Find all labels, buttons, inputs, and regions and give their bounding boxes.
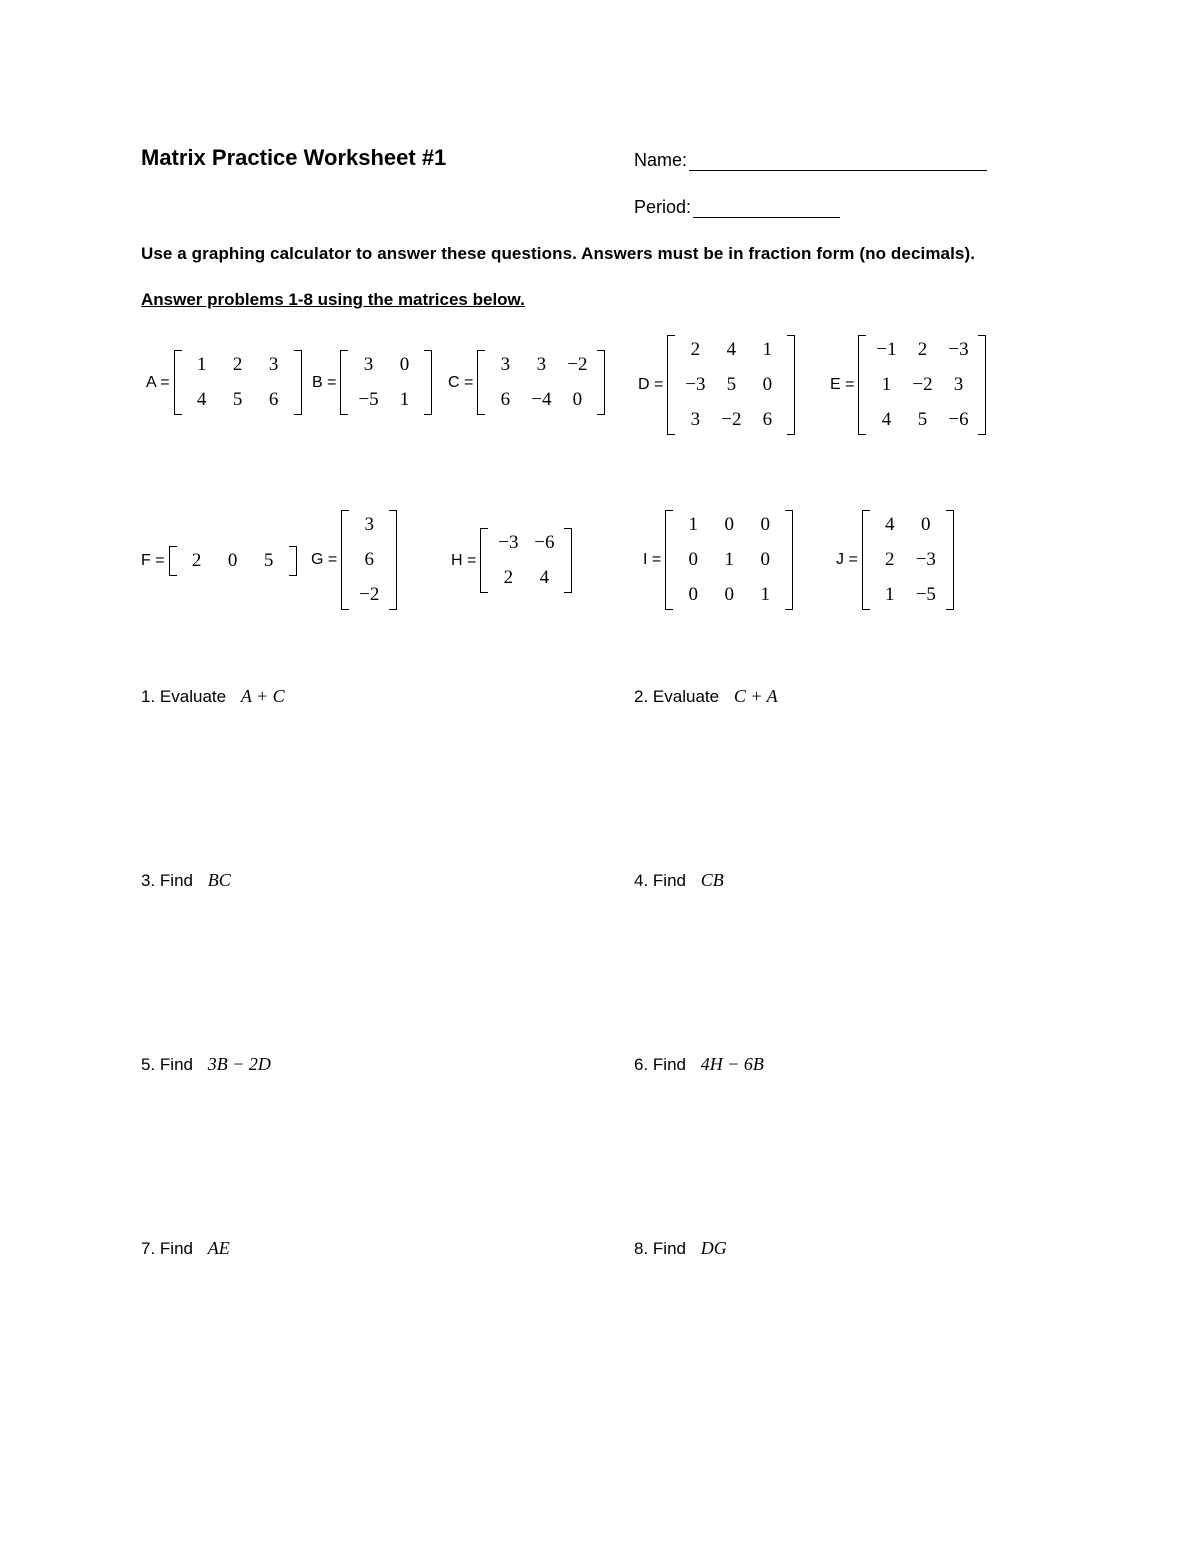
- matrix-entry: −2: [567, 354, 588, 375]
- matrix-brackets: [665, 510, 793, 610]
- matrix-entry: 2: [191, 550, 202, 571]
- matrix-d: [638, 335, 795, 435]
- problem-instruction: Find: [652, 871, 686, 890]
- matrix-entry: −3: [685, 374, 706, 395]
- problem-expression: A + C: [240, 686, 285, 706]
- right-bracket: [597, 350, 605, 415]
- matrix-entry: 4: [196, 389, 207, 410]
- right-bracket: [785, 510, 793, 610]
- matrix-brackets: [667, 335, 795, 435]
- matrix-a: [146, 350, 302, 415]
- matrix-entry: −5: [915, 584, 936, 605]
- matrix-brackets: [480, 528, 572, 593]
- matrix-f: [141, 546, 297, 576]
- matrix-label: G =: [311, 551, 338, 568]
- left-bracket: [667, 335, 675, 435]
- problem-instruction: Evaluate: [159, 687, 227, 706]
- problem-instruction: Find: [159, 1055, 193, 1074]
- period-blank[interactable]: [693, 199, 840, 218]
- matrix-entry: 2: [503, 567, 514, 588]
- period-field[interactable]: [634, 197, 840, 218]
- problem-2: [634, 686, 778, 707]
- problem-instruction: Evaluate: [652, 687, 720, 706]
- problem-8: [634, 1238, 727, 1259]
- matrix-entry: 3: [268, 354, 279, 375]
- matrix-entry: 0: [688, 584, 698, 605]
- problem-number: 7.: [141, 1239, 156, 1258]
- matrix-c: [448, 350, 605, 415]
- matrix-h: [451, 528, 572, 593]
- matrix-label: B =: [312, 373, 337, 391]
- right-bracket: [389, 510, 397, 610]
- problem-number: 4.: [634, 871, 649, 890]
- matrix-entry: 0: [921, 514, 931, 535]
- problem-number: 1.: [141, 687, 156, 706]
- left-bracket: [477, 350, 485, 415]
- matrix-entry: −2: [359, 584, 380, 605]
- problem-instruction: Find: [159, 871, 193, 890]
- matrix-entry: −2: [721, 409, 742, 430]
- matrix-entry: 3: [953, 374, 964, 395]
- matrix-i: [643, 510, 793, 610]
- matrix-entry: 0: [724, 514, 734, 535]
- problem-expression: AE: [207, 1238, 230, 1258]
- matrix-entry: 0: [399, 354, 410, 375]
- matrix-e: [830, 335, 986, 435]
- matrix-b: [312, 350, 432, 415]
- matrix-label: J =: [836, 551, 858, 568]
- matrix-brackets: [174, 350, 302, 415]
- problem-4: [634, 870, 724, 891]
- matrix-entry: 6: [500, 389, 511, 410]
- right-bracket: [424, 350, 432, 415]
- matrix-brackets: [477, 350, 605, 415]
- matrix-entry: 2: [885, 549, 895, 570]
- problem-expression: DG: [700, 1238, 727, 1258]
- matrix-entry: 3: [363, 354, 374, 375]
- matrix-entry: 0: [762, 374, 773, 395]
- matrix-entry: 1: [196, 354, 207, 375]
- matrix-label: H =: [451, 551, 477, 569]
- matrix-g: [311, 510, 397, 610]
- matrix-entry: 4: [885, 514, 895, 535]
- matrix-entry: −4: [531, 389, 552, 410]
- matrix-entry: 4: [539, 567, 550, 588]
- matrix-entry: 0: [227, 550, 238, 571]
- matrix-entry: 2: [232, 354, 243, 375]
- matrix-entry: 1: [881, 374, 892, 395]
- problem-expression: CB: [700, 870, 724, 890]
- matrix-entry: 0: [688, 549, 698, 570]
- matrix-entry: 6: [762, 409, 773, 430]
- problem-number: 3.: [141, 871, 156, 890]
- name-blank[interactable]: [689, 152, 987, 171]
- matrix-entry: 1: [399, 389, 410, 410]
- problem-instruction: Find: [159, 1239, 193, 1258]
- problem-7: [141, 1238, 230, 1259]
- left-bracket: [858, 335, 866, 435]
- matrix-entry: 1: [724, 549, 734, 570]
- instructions: Use a graphing calculator to answer these questions. Answers must be in fraction form (no decimals).: [141, 244, 976, 263]
- matrix-brackets: [341, 510, 397, 610]
- matrix-brackets: [169, 546, 297, 576]
- name-field[interactable]: [634, 150, 987, 171]
- matrix-brackets: [862, 510, 954, 610]
- problem-expression: 3B − 2D: [207, 1054, 271, 1074]
- matrix-entry: −2: [912, 374, 933, 395]
- matrix-entry: 3: [364, 514, 374, 535]
- matrix-entry: −6: [948, 409, 969, 430]
- problem-6: [634, 1054, 764, 1075]
- right-bracket: [289, 546, 297, 576]
- matrix-entry: 2: [690, 339, 701, 360]
- matrix-entry: −1: [876, 339, 897, 360]
- matrix-entry: 5: [726, 374, 737, 395]
- problem-3: [141, 870, 231, 891]
- matrix-entry: 3: [536, 354, 547, 375]
- matrix-label: I =: [643, 551, 662, 568]
- problem-number: 6.: [634, 1055, 649, 1074]
- right-bracket: [978, 335, 986, 435]
- matrix-entry: 1: [760, 584, 770, 605]
- matrix-entry: 0: [572, 389, 583, 410]
- matrix-entry: 0: [760, 514, 770, 535]
- left-bracket: [169, 546, 177, 576]
- problem-1: [141, 686, 285, 707]
- matrix-entry: 6: [268, 389, 279, 410]
- worksheet-title: Matrix Practice Worksheet #1: [141, 145, 447, 170]
- problem-5: [141, 1054, 271, 1075]
- problem-number: 2.: [634, 687, 649, 706]
- matrix-j: [836, 510, 954, 610]
- matrix-brackets: [340, 350, 432, 415]
- matrix-entry: 2: [917, 339, 928, 360]
- matrix-entry: 0: [724, 584, 734, 605]
- right-bracket: [564, 528, 572, 593]
- problem-expression: BC: [207, 870, 231, 890]
- matrix-entry: 4: [881, 409, 892, 430]
- left-bracket: [340, 350, 348, 415]
- name-label: Name:: [634, 150, 688, 170]
- problem-instruction: Find: [652, 1239, 686, 1258]
- problem-expression: 4H − 6B: [700, 1054, 764, 1074]
- left-bracket: [341, 510, 349, 610]
- problem-number: 8.: [634, 1239, 649, 1258]
- matrix-entry: 6: [364, 549, 374, 570]
- matrix-entry: 1: [885, 584, 895, 605]
- left-bracket: [480, 528, 488, 593]
- problem-instruction: Find: [652, 1055, 686, 1074]
- right-bracket: [294, 350, 302, 415]
- matrix-entry: −5: [358, 389, 379, 410]
- matrix-entry: −3: [498, 532, 519, 553]
- right-bracket: [787, 335, 795, 435]
- problem-number: 5.: [141, 1055, 156, 1074]
- matrix-entry: 3: [690, 409, 701, 430]
- matrix-brackets: [858, 335, 986, 435]
- problem-expression: C + A: [733, 686, 778, 706]
- left-bracket: [862, 510, 870, 610]
- subheading: Answer problems 1-8 using the matrices below.: [141, 290, 525, 309]
- matrix-entry: −3: [915, 549, 936, 570]
- matrix-label: E =: [830, 376, 855, 393]
- left-bracket: [174, 350, 182, 415]
- matrix-entry: 1: [762, 339, 773, 360]
- matrix-entry: 1: [688, 514, 698, 535]
- matrix-entry: −3: [948, 339, 969, 360]
- matrix-entry: 3: [500, 354, 511, 375]
- matrix-label: D =: [638, 376, 664, 393]
- right-bracket: [946, 510, 954, 610]
- matrix-entry: 4: [726, 339, 737, 360]
- matrix-entry: 5: [263, 550, 274, 571]
- left-bracket: [665, 510, 673, 610]
- matrix-label: C =: [448, 373, 474, 391]
- matrix-entry: 5: [232, 389, 243, 410]
- matrix-entry: 5: [917, 409, 928, 430]
- period-label: Period:: [634, 197, 692, 217]
- matrix-entry: −6: [534, 532, 555, 553]
- matrix-entry: 0: [760, 549, 770, 570]
- matrix-label: A =: [146, 373, 170, 391]
- matrix-label: F =: [141, 552, 165, 569]
